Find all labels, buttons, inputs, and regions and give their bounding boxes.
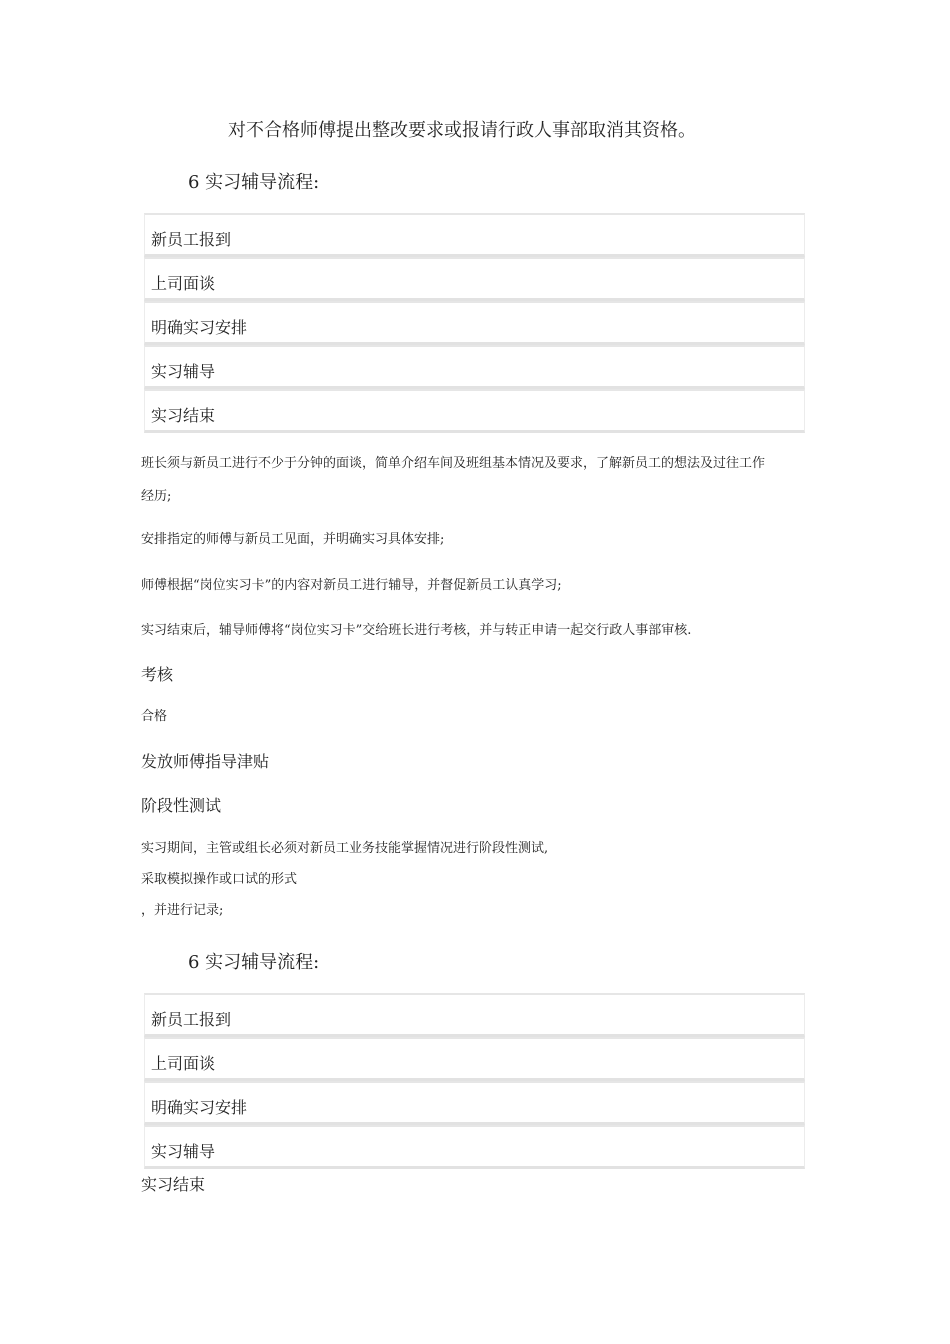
- paragraph-interview-cont: 经历;: [141, 489, 172, 504]
- section-heading-repeat: 6 实习辅导流程:: [188, 952, 320, 973]
- flow-step-arrangement: 明确实习安排: [144, 1081, 805, 1125]
- pass-label: 合格: [141, 709, 168, 724]
- final-step-text: 实习结束: [141, 1175, 206, 1194]
- paragraph-end: 实习结束后，辅导师傅将“岗位实习卡”交给班长进行考核，并与转正申请一起交行政人事部审核.: [141, 623, 692, 638]
- flow-step-coaching: 实习辅导: [144, 1125, 805, 1169]
- flow-step-arrangement: 明确实习安排: [144, 301, 805, 345]
- flow-chart-repeat: [144, 993, 805, 1169]
- flow-step-report: 新员工报到: [144, 213, 805, 257]
- flow-chart: [144, 213, 805, 433]
- paragraph-interview: 班长须与新员工进行不少于分钟的面谈，简单介绍车间及班组基本情况及要求，了解新员工的想法及过往工作: [141, 456, 766, 471]
- stage-test-label: 阶段性测试: [141, 796, 222, 815]
- intro-text: 对不合格师傅提出整改要求或报请行政人事部取消其资格。: [228, 120, 696, 141]
- flow-step-end: 实习结束: [144, 389, 805, 433]
- assessment-label: 考核: [141, 665, 174, 684]
- test-text-line2: 采取模拟操作或口试的形式: [141, 872, 298, 887]
- test-text-line1: 实习期间，主管或组长必须对新员工业务技能掌握情况进行阶段性测试,: [141, 841, 549, 856]
- allowance-label: 发放师傅指导津贴: [141, 752, 270, 771]
- section-heading: 6 实习辅导流程:: [188, 172, 320, 193]
- flow-step-interview: 上司面谈: [144, 1037, 805, 1081]
- test-text-line3: ，并进行记录;: [141, 903, 224, 918]
- flow-step-interview: 上司面谈: [144, 257, 805, 301]
- paragraph-arrangement: 安排指定的师傅与新员工见面，并明确实习具体安排;: [141, 532, 445, 547]
- flow-step-coaching: 实习辅导: [144, 345, 805, 389]
- flow-step-report: 新员工报到: [144, 993, 805, 1037]
- paragraph-coaching: 师傅根据“岗位实习卡”的内容对新员工进行辅导，并督促新员工认真学习;: [141, 578, 562, 593]
